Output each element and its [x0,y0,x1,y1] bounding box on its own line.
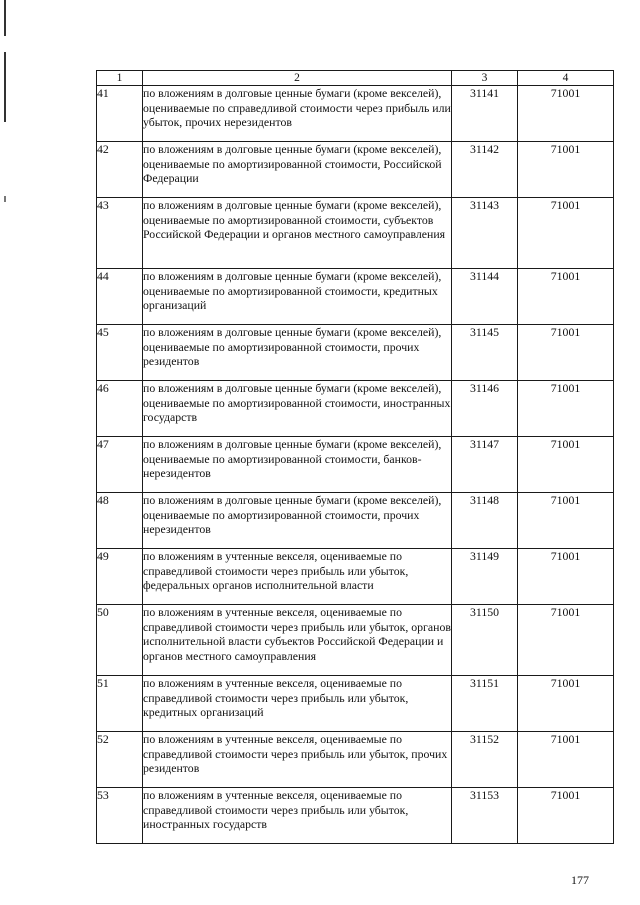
row-number: 50 [97,605,143,676]
page-number: 177 [571,873,589,887]
row-number: 43 [97,198,143,269]
row-description: по вложениям в долговые ценные бумаги (кроме векселей), оцениваемые по амортизированной стоимости, субъектов Российской Федерации и органов местного самоуправления [143,198,452,269]
table-row [97,493,614,549]
row-description: по вложениям в долговые ценные бумаги (кроме векселей), оцениваемые по амортизированной стоимости, прочих нерезидентов [143,493,452,549]
row-account-code: 31150 [452,605,518,676]
table-header-row [97,71,614,86]
scan-edge-mark [4,196,6,202]
row-account-code: 31142 [452,142,518,198]
row-symbol-code: 71001 [518,732,614,788]
row-number: 46 [97,381,143,437]
row-symbol-code: 71001 [518,549,614,605]
row-account-code: 31149 [452,549,518,605]
column-header-2: 2 [143,71,452,86]
scan-edge-mark [4,0,6,36]
row-number: 47 [97,437,143,493]
row-symbol-code: 71001 [518,325,614,381]
row-description: по вложениям в учтенные векселя, оцениваемые по справедливой стоимости через прибыль или убыток, иностранных государств [143,788,452,844]
table-row [97,549,614,605]
row-description: по вложениям в долговые ценные бумаги (кроме векселей), оцениваемые по амортизированной стоимости, прочих резидентов [143,325,452,381]
row-description: по вложениям в учтенные векселя, оцениваемые по справедливой стоимости через прибыль или убыток, кредитных организаций [143,676,452,732]
row-symbol-code: 71001 [518,142,614,198]
column-header-3: 3 [452,71,518,86]
table-row [97,732,614,788]
row-description: по вложениям в учтенные векселя, оцениваемые по справедливой стоимости через прибыль или убыток, федеральных органов исполнительной власти [143,549,452,605]
row-number: 44 [97,269,143,325]
row-symbol-code: 71001 [518,788,614,844]
column-header-4: 4 [518,71,614,86]
row-account-code: 31151 [452,676,518,732]
row-symbol-code: 71001 [518,86,614,142]
row-account-code: 31152 [452,732,518,788]
row-account-code: 31146 [452,381,518,437]
row-description: по вложениям в долговые ценные бумаги (кроме векселей), оцениваемые по амортизированной стоимости, кредитных организаций [143,269,452,325]
row-description: по вложениям в долговые ценные бумаги (кроме векселей), оцениваемые по справедливой стоимости через прибыль или убыток, прочих нерезидентов [143,86,452,142]
table-row [97,142,614,198]
row-description: по вложениям в долговые ценные бумаги (кроме векселей), оцениваемые по амортизированной стоимости, иностранных государств [143,381,452,437]
row-account-code: 31143 [452,198,518,269]
table-row [97,676,614,732]
row-description: по вложениям в долговые ценные бумаги (кроме векселей), оцениваемые по амортизированной стоимости, банков-нерезидентов [143,437,452,493]
row-description: по вложениям в учтенные векселя, оцениваемые по справедливой стоимости через прибыль или убыток, прочих резидентов [143,732,452,788]
row-number: 49 [97,549,143,605]
row-account-code: 31144 [452,269,518,325]
table-row [97,788,614,844]
row-symbol-code: 71001 [518,437,614,493]
row-description: по вложениям в долговые ценные бумаги (кроме векселей), оцениваемые по амортизированной стоимости, Российской Федерации [143,142,452,198]
column-header-1: 1 [97,71,143,86]
table-row [97,269,614,325]
row-number: 41 [97,86,143,142]
row-number: 48 [97,493,143,549]
row-description: по вложениям в учтенные векселя, оцениваемые по справедливой стоимости через прибыль или убыток, органов исполнительной власти субъектов Российской Федерации и органов местного самоуправления [143,605,452,676]
row-symbol-code: 71001 [518,381,614,437]
row-number: 42 [97,142,143,198]
scan-edge-mark [4,52,6,122]
row-number: 45 [97,325,143,381]
row-account-code: 31148 [452,493,518,549]
table-row [97,325,614,381]
row-number: 52 [97,732,143,788]
table-row [97,437,614,493]
row-symbol-code: 71001 [518,605,614,676]
row-account-code: 31141 [452,86,518,142]
table-row [97,198,614,269]
row-symbol-code: 71001 [518,198,614,269]
table-row [97,86,614,142]
row-number: 53 [97,788,143,844]
row-symbol-code: 71001 [518,269,614,325]
row-symbol-code: 71001 [518,676,614,732]
row-symbol-code: 71001 [518,493,614,549]
document-table [96,70,614,844]
table-row [97,605,614,676]
row-account-code: 31153 [452,788,518,844]
row-account-code: 31147 [452,437,518,493]
table-row [97,381,614,437]
row-account-code: 31145 [452,325,518,381]
row-number: 51 [97,676,143,732]
